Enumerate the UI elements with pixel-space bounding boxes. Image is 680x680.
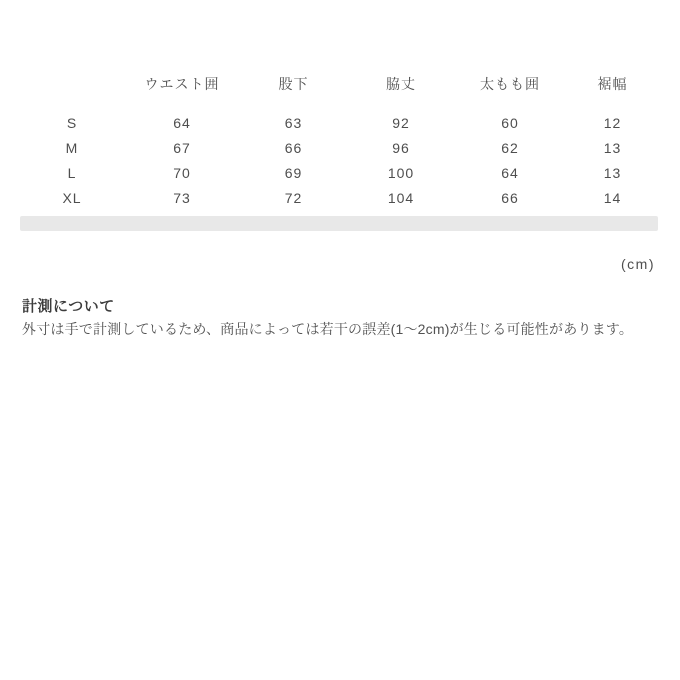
size-column-header xyxy=(20,70,124,110)
cell-value: 66 xyxy=(284,139,303,156)
header-row xyxy=(20,70,660,110)
column-header-waist: ウエスト囲 xyxy=(144,76,220,92)
horizontal-scrollbar-track[interactable] xyxy=(20,216,658,231)
size-label: XL xyxy=(62,189,82,206)
column-header-side-length: 脇丈 xyxy=(386,76,416,92)
cell-value: 72 xyxy=(284,189,303,206)
cell-value: 100 xyxy=(387,164,415,181)
cell-value: 104 xyxy=(387,189,415,206)
unit-label-cm: (cm) xyxy=(621,256,655,272)
column-header-inseam: 股下 xyxy=(278,76,309,92)
table-row-xl xyxy=(20,185,660,210)
measurement-note-body: 外寸は手で計測しているため、商品によっては若干の誤差(1〜2cm)が生じる可能性があります。 xyxy=(22,321,634,337)
cell-value: 64 xyxy=(173,114,191,131)
cell-value: 60 xyxy=(501,114,519,131)
cell-value: 96 xyxy=(392,139,410,156)
size-label: L xyxy=(67,164,77,181)
cell-value: 62 xyxy=(501,139,519,156)
cell-value: 64 xyxy=(501,164,519,181)
table-row-s xyxy=(20,110,660,135)
cell-value: 14 xyxy=(603,189,622,206)
cell-value: 66 xyxy=(501,189,519,206)
column-header-hem-width: 裾幅 xyxy=(597,76,628,92)
size-chart-table xyxy=(20,70,660,210)
cell-value: 69 xyxy=(284,164,303,181)
measurement-note-heading: 計測について xyxy=(22,298,115,315)
size-label: M xyxy=(65,139,79,156)
column-header-thigh: 太もも囲 xyxy=(480,76,540,92)
cell-value: 13 xyxy=(603,164,622,181)
size-chart-section xyxy=(20,70,660,210)
cell-value: 67 xyxy=(173,139,191,156)
cell-value: 70 xyxy=(173,164,191,181)
cell-value: 92 xyxy=(392,114,410,131)
table-row-l xyxy=(20,160,660,185)
cell-value: 13 xyxy=(603,139,622,156)
cell-value: 63 xyxy=(284,114,303,131)
size-label: S xyxy=(66,114,78,131)
cell-value: 12 xyxy=(603,114,622,131)
cell-value: 73 xyxy=(173,189,191,206)
table-row-m xyxy=(20,135,660,160)
